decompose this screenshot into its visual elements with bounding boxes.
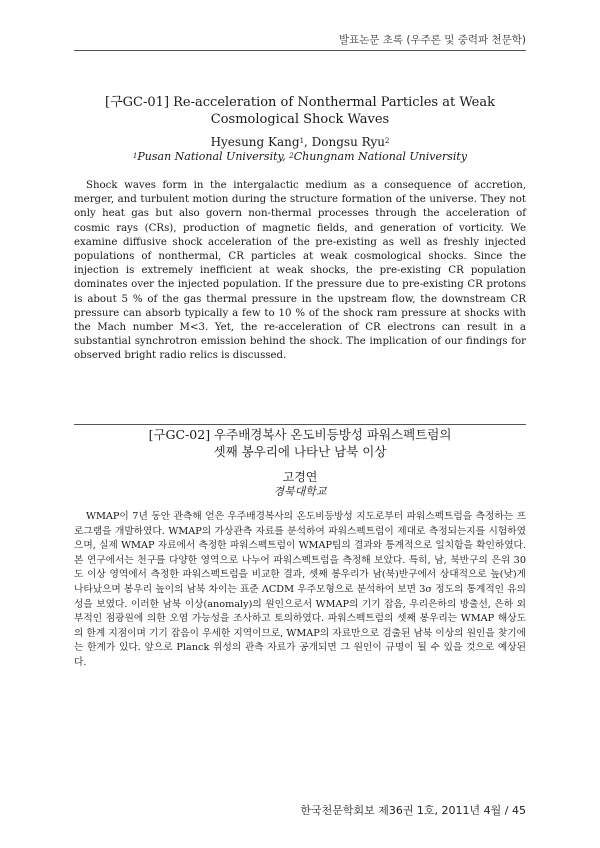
paper-2-author: 고경연: [282, 470, 318, 484]
paper-2-abstract: WMAP이 7년 동안 관측해 얻은 우주배경복사의 온도비등방성 지도로부터 파워스펙트럼을 측정하는 프로그램을 개발하였다. WMAP의 가상관측 자료를 분석하여 파워스펙트럼이 제대로 측정되는지를 시험하였으며, 실제 WMAP 자료에서 측정한 파워스펙트럼이 WMAP팀의 결과와 통계적으로 일치함을 확인하였다. 본 연구에서는 천구를 다양한 영역으로 나누어 파워스펙트럼을 측정해 보았다. 특히, 남, 북반구의 은위 30도 이상 영역에서 측정한 파워스펙트럼을 비교한 결과, 셋째 봉우리가 남(북)반구에서 상대적으로 높(낮)게 나타났으며 봉우리 높이의 남북 차이는 표준 ΛCDM 우주모형으로 분석하여 보면 3σ 정도의 통계적인 유의성을 보였다. 이러한 남북 이상(anomaly)의 원인으로서 WMAP의 기기 잡음, 우리은하의 방출선, 은하 외부적인 점광원에 의한 오염 가능성을 조사하고 토의하였다. 파워스펙트럼의 셋째 봉우리는 WMAP 해상도의 한계 지점이며 기기 잡음이 우세한 지역이므로, WMAP의 자료만으로 검출된 남북 이상의 원인을 찾기에는 한계가 있다. 앞으로 Planck 위성의 관측 자료가 공개되면 그 원인이 규명이 될 수 있을 것으로 예상된다.: [74, 511, 526, 668]
author-name: Dongsu Ryu: [311, 135, 385, 149]
author-name: Hyesung Kang: [210, 135, 300, 149]
paper-1-affiliations: [74, 150, 526, 164]
author-separator: ,: [304, 135, 312, 149]
running-header: 발표논문 초록 (우주론 및 중력파 천문학): [338, 34, 526, 46]
header-divider: [74, 50, 526, 51]
section-divider: [74, 424, 526, 425]
paper-2-title: [74, 426, 526, 460]
paper-1-abstract: Shock waves form in the intergalactic medium as a consequence of accretion, merger, and turbulent motion during the structure formation of the universe. They not only heat gas but also govern non-thermal processes through the acceleration of cosmic rays (CRs), production of magnetic fields, and generation of vorticity. We examine diffusive shock acceleration of the pre-existing as well as freshly injected populations of nonthermal, CR particles at weak cosmological shocks. Since the injection is extremely inefficient at weak shocks, the pre-existing CR population dominates over the injected population. If the pressure due to pre-existing CR protons is about 5 % of the gas thermal pressure in the upstream flow, the downstream CR pressure can absorb typically a few to 10 % of the shock ram pressure at shocks with the Mach number M<3. Yet, the re-acceleration of CR electrons can result in a substantial synchrotron emission behind the shock. The implication of our findings for observed bright radio relics is discussed.: [74, 180, 526, 362]
paper-2-title-line-2: 셋째 봉우리에 나타난 남북 이상: [213, 444, 387, 459]
affiliation-mark: 1: [132, 152, 138, 160]
paper-1-title: [74, 94, 526, 128]
paper-1-title-line-2: Cosmological Shock Waves: [210, 112, 390, 127]
paper-1-authors: [74, 135, 526, 150]
author-affiliation-mark: 2: [384, 137, 390, 145]
paper-2-title-line-1: [구GC-02] 우주배경복사 온도비등방성 파워스펙트럼의: [148, 427, 452, 442]
affiliation-name: Pusan National University,: [137, 150, 290, 163]
affiliation-name: Chungnam National University: [293, 150, 468, 163]
journal-footer: 한국천문학회보 제36권 1호, 2011년 4월 / 45: [300, 804, 526, 817]
author-affiliation-mark: 1: [299, 137, 305, 145]
paper-2-affiliation: 경북대학교: [273, 485, 327, 498]
paper-1-title-line-1: [구GC-01] Re-acceleration of Nonthermal Particles at Weak: [105, 95, 495, 110]
affiliation-mark: 2: [289, 152, 294, 160]
